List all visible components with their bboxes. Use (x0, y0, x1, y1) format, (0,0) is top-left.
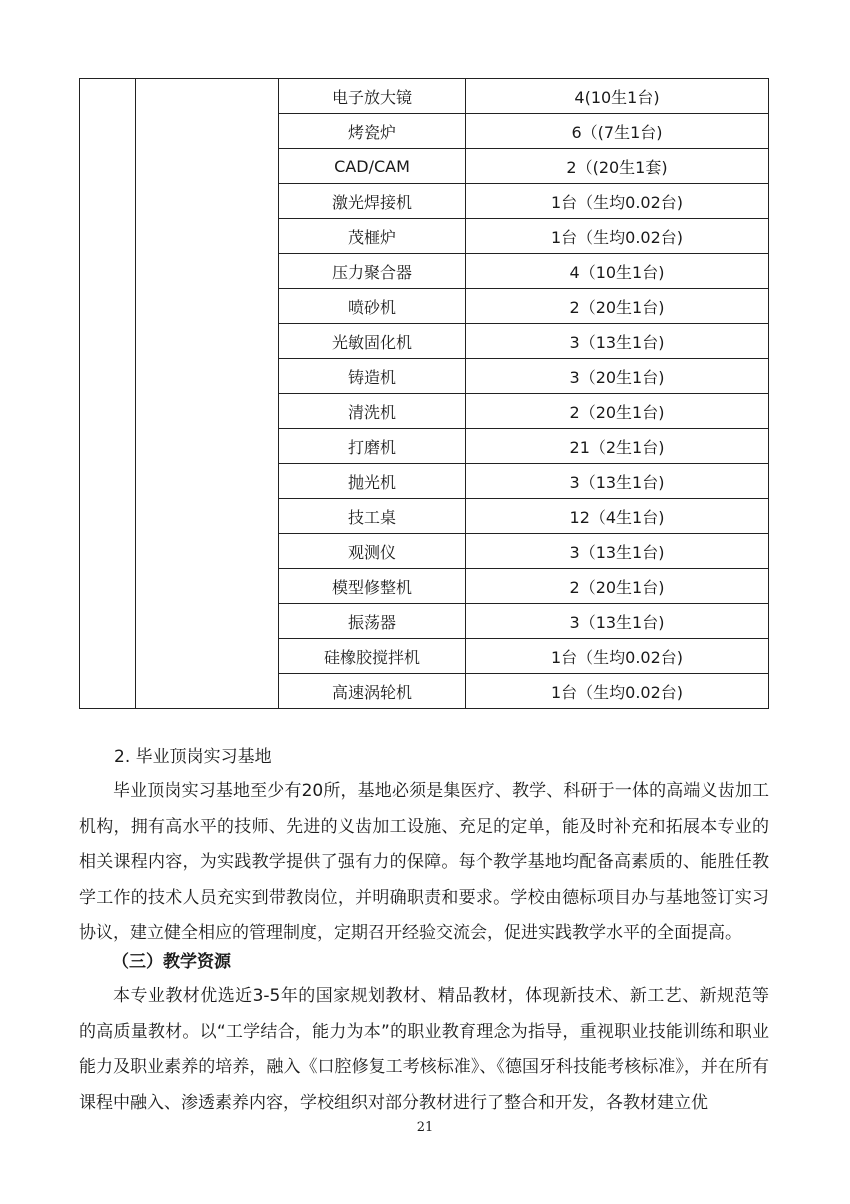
equipment-name-cell: 激光焊接机 (279, 184, 466, 219)
section-2-body (79, 774, 769, 952)
equipment-qty-cell: 2（20生1台) (466, 394, 769, 429)
section-3-body (79, 979, 769, 1121)
equipment-qty-cell: 2（20生1台) (466, 289, 769, 324)
section-2-paragraph: 毕业顶岗实习基地至少有20所，基地必须是集医疗、教学、科研于一体的高端义齿加工机构，拥有高水平的技师、先进的义齿加工设施、充足的定单，能及时补充和拓展本专业的相关课程内容，为实践教学提供了强有力的保障。每个教学基地均配备高素质的、能胜任教学工作的技术人员充实到带教岗位，并明确职责和要求。学校由德标项目办与基地签订实习协议，建立健全相应的管理制度，定期召开经验交流会，促进实践教学水平的全面提高。 (79, 781, 769, 943)
equipment-name-cell: 清洗机 (279, 394, 466, 429)
equipment-name-cell: 茂榧炉 (279, 219, 466, 254)
equipment-table (79, 78, 769, 709)
equipment-qty-cell: 4（10生1台) (466, 254, 769, 289)
equipment-qty-cell: 1台（生均0.02台) (466, 184, 769, 219)
equipment-name-cell: 烤瓷炉 (279, 114, 466, 149)
equipment-table-body (80, 79, 769, 709)
equipment-qty-cell: 6（(7生1台) (466, 114, 769, 149)
equipment-qty-cell: 12（4生1台) (466, 499, 769, 534)
equipment-qty-cell: 3（13生1台) (466, 534, 769, 569)
page-number: 21 (416, 1120, 434, 1135)
equipment-name-cell: 压力聚合器 (279, 254, 466, 289)
equipment-name-cell: 打磨机 (279, 429, 466, 464)
equipment-qty-cell: 2（(20生1套) (466, 149, 769, 184)
equipment-name-cell: 模型修整机 (279, 569, 466, 604)
table-row (80, 79, 769, 114)
equipment-qty-cell: 1台（生均0.02台) (466, 219, 769, 254)
equipment-name-cell: 喷砂机 (279, 289, 466, 324)
equipment-name-cell: 硅橡胶搅拌机 (279, 639, 466, 674)
equipment-qty-cell: 1台（生均0.02台) (466, 639, 769, 674)
equipment-qty-cell: 1台（生均0.02台) (466, 674, 769, 709)
equipment-qty-cell: 3（13生1台) (466, 604, 769, 639)
equipment-name-cell: 高速涡轮机 (279, 674, 466, 709)
equipment-name-cell: 电子放大镜 (279, 79, 466, 114)
section-2-heading: 2. 毕业顶岗实习基地 (114, 747, 272, 767)
equipment-qty-cell: 3（13生1台) (466, 324, 769, 359)
equipment-name-cell: 技工桌 (279, 499, 466, 534)
section-3-paragraph: 本专业教材优选近3-5年的国家规划教材、精品教材，体现新技术、新工艺、新规范等的高质量教材。以“工学结合，能力为本”的职业教育理念为指导，重视职业技能训练和职业能力及职业素养的培养，融入《口腔修复工考核标准》、《德国牙科技能考核标准》，并在所有课程中融入、渗透素养内容，学校组织对部分教材进行了整合和开发，各教材建立优 (79, 986, 769, 1113)
equipment-name-cell: 光敏固化机 (279, 324, 466, 359)
section-3-title: （三）教学资源 (112, 952, 231, 972)
category-cell (80, 79, 136, 709)
subcategory-cell (136, 79, 279, 709)
equipment-name-cell: 振荡器 (279, 604, 466, 639)
equipment-name-cell: 铸造机 (279, 359, 466, 394)
equipment-name-cell: 观测仪 (279, 534, 466, 569)
equipment-name-cell: 抛光机 (279, 464, 466, 499)
equipment-qty-cell: 4(10生1台) (466, 79, 769, 114)
equipment-qty-cell: 3（13生1台) (466, 464, 769, 499)
equipment-qty-cell: 3（20生1台) (466, 359, 769, 394)
equipment-qty-cell: 21（2生1台) (466, 429, 769, 464)
equipment-qty-cell: 2（20生1台) (466, 569, 769, 604)
equipment-name-cell: CAD/CAM (279, 149, 466, 184)
